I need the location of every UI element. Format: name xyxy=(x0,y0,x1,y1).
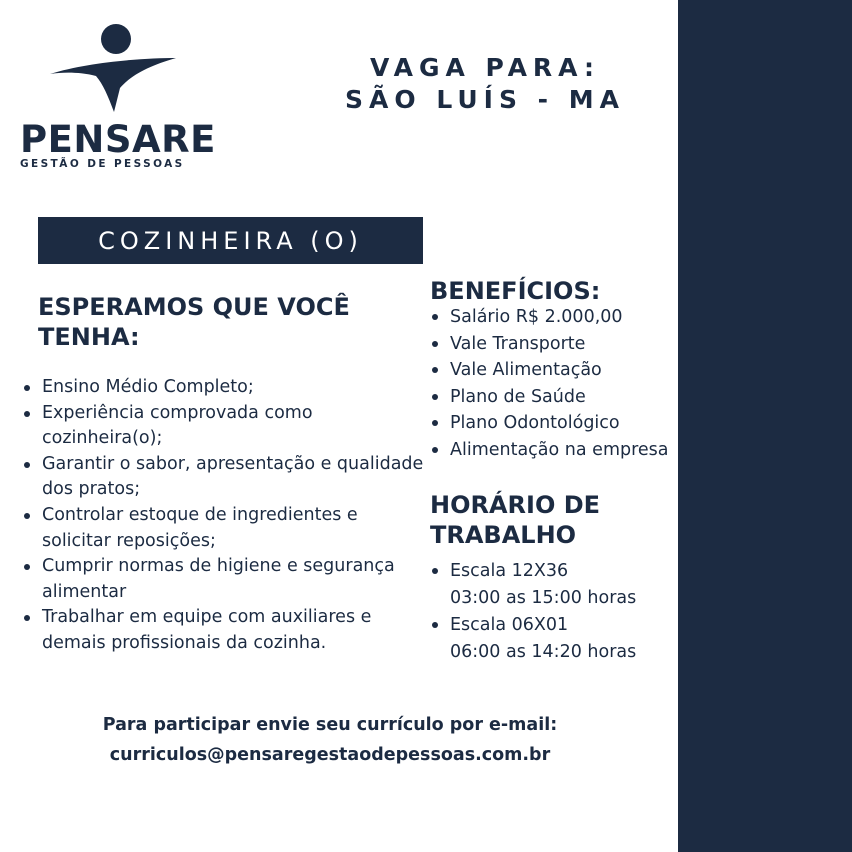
benefits-title: BENEFÍCIOS: xyxy=(430,277,601,305)
list-item: Vale Transporte xyxy=(430,331,690,358)
logo-tagline: GESTÃO DE PESSOAS xyxy=(20,158,185,170)
list-item: Cumprir normas de higiene e segurança alimentar xyxy=(22,554,432,605)
list-item: Ensino Médio Completo; xyxy=(22,375,432,401)
pensare-logo xyxy=(18,22,218,172)
headline-line-1: VAGA PARA: xyxy=(369,53,600,82)
schedule-scale: Escala 12X36 xyxy=(450,561,569,581)
list-item: Vale Alimentação xyxy=(430,357,690,384)
schedule-list xyxy=(430,558,690,666)
vacancy-headline xyxy=(340,52,630,116)
job-title-banner xyxy=(38,217,423,264)
benefits-list xyxy=(430,304,690,463)
list-item: Alimentação na empresa xyxy=(430,437,690,464)
list-item: Garantir o sabor, apresentação e qualidade dos pratos; xyxy=(22,452,432,503)
requirements-title-line-1: ESPERAMOS QUE VOCÊ xyxy=(38,293,350,321)
list-item: Plano Odontológico xyxy=(430,410,690,437)
schedule-title-line-2: TRABALHO xyxy=(430,521,577,549)
requirements-title xyxy=(38,292,350,352)
list-item: Experiência comprovada como cozinheira(o); xyxy=(22,401,432,452)
schedule-hours: 06:00 as 14:20 horas xyxy=(450,642,637,662)
list-item: Trabalhar em equipe com auxiliares e demais profissionais da cozinha. xyxy=(22,605,432,656)
requirements-title-line-2: TENHA: xyxy=(38,323,140,351)
logo-name: PENSARE xyxy=(20,118,216,161)
schedule-hours: 03:00 as 15:00 horas xyxy=(450,588,637,608)
pensare-person-icon xyxy=(48,22,198,117)
footer-instruction: Para participar envie seu currículo por e-mail: xyxy=(102,715,558,735)
schedule-item xyxy=(430,612,690,666)
application-instructions xyxy=(40,710,620,770)
schedule-item xyxy=(430,558,690,612)
schedule-title-line-1: HORÁRIO DE xyxy=(430,491,601,519)
decorative-side-bar xyxy=(678,0,852,852)
headline-line-2: SÃO LUÍS - MA xyxy=(345,85,625,114)
contact-email: curriculos@pensaregestaodepessoas.com.br xyxy=(109,745,551,765)
schedule-title xyxy=(430,490,600,550)
requirements-list xyxy=(22,375,432,657)
list-item: Plano de Saúde xyxy=(430,384,690,411)
list-item: Controlar estoque de ingredientes e solicitar reposições; xyxy=(22,503,432,554)
list-item: Salário R$ 2.000,00 xyxy=(430,304,690,331)
schedule-scale: Escala 06X01 xyxy=(450,615,569,635)
job-title: COZINHEIRA (O) xyxy=(98,226,363,255)
